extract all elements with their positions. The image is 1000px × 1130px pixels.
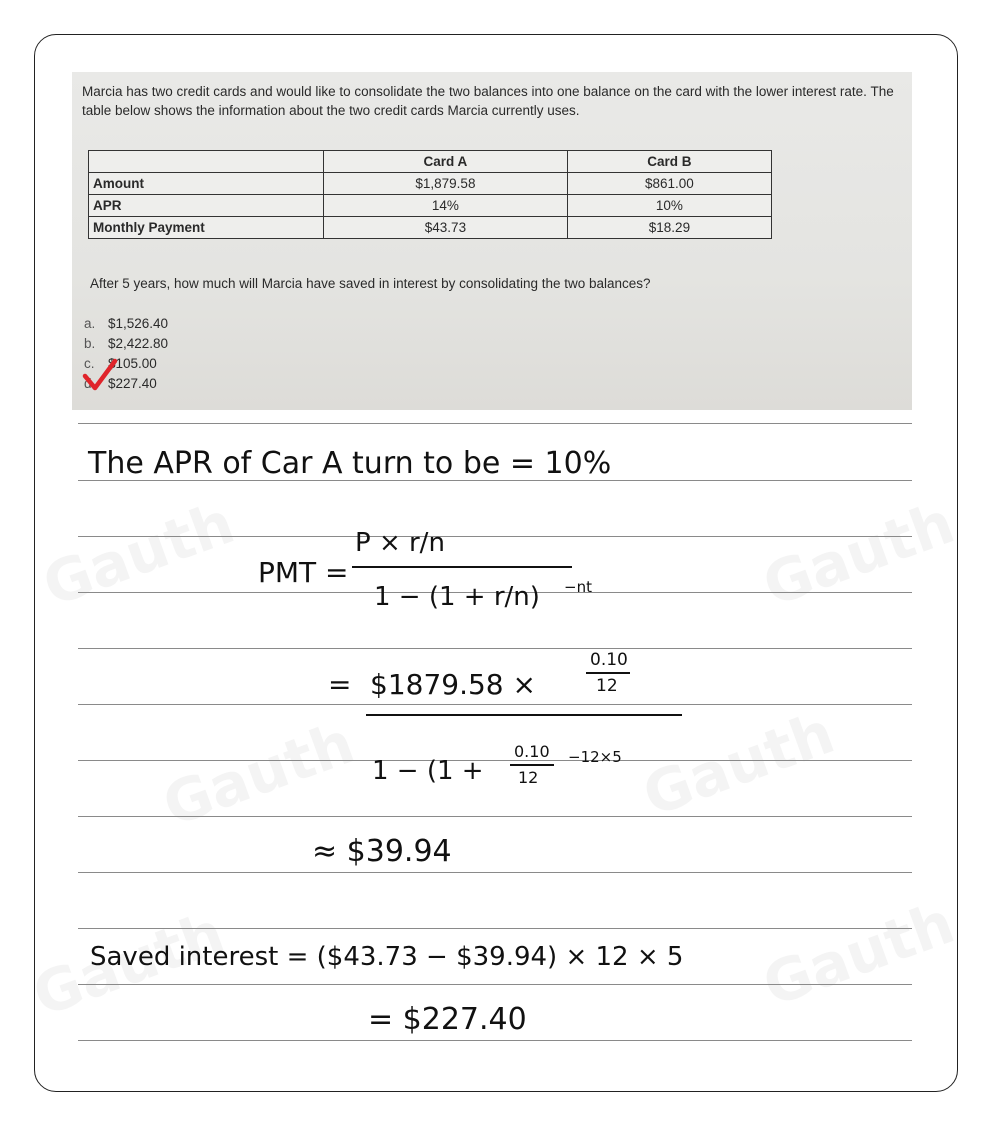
choice-text: $1,526.40 xyxy=(108,316,169,331)
substitution-exponent: −12×5 xyxy=(568,748,622,766)
rate-top: 0.10 xyxy=(590,650,628,670)
final-result: = $227.40 xyxy=(368,1002,527,1037)
table-cell: 10% xyxy=(567,195,771,217)
choice-letter: c. xyxy=(84,356,95,371)
question-photo xyxy=(72,72,912,410)
rule-line xyxy=(78,536,912,537)
table-cell: $18.29 xyxy=(567,217,771,239)
choice-text: $227.40 xyxy=(108,376,157,391)
rule-line xyxy=(78,928,912,929)
formula-exponent: −nt xyxy=(564,578,592,596)
table-row xyxy=(89,195,772,217)
saved-interest-line: Saved interest = ($43.73 − $39.94) × 12 × 5 xyxy=(90,942,684,972)
solution-line-apr: The APR of Car A turn to be = 10% xyxy=(88,446,612,481)
rule-line xyxy=(78,423,912,424)
rate-bar xyxy=(586,672,630,674)
formula-denominator: 1 − (1 + r/n) xyxy=(374,582,540,612)
rule-line xyxy=(78,816,912,817)
pmt-label: PMT = xyxy=(258,556,349,589)
den-rate-bottom: 12 xyxy=(518,768,539,787)
table-cell: $861.00 xyxy=(567,173,771,195)
rate-bottom: 12 xyxy=(596,676,618,696)
rule-line xyxy=(78,1040,912,1041)
table-header-cell xyxy=(89,151,324,173)
choice-letter: a. xyxy=(84,316,96,331)
checkmark-icon xyxy=(82,358,118,392)
rule-line xyxy=(78,704,912,705)
row-label: Monthly Payment xyxy=(89,217,324,239)
rule-line xyxy=(78,984,912,985)
table-header-cell: Card B xyxy=(567,151,771,173)
fraction-bar xyxy=(366,714,682,716)
table-header-cell: Card A xyxy=(324,151,568,173)
den-rate-bar xyxy=(510,764,554,766)
table-header-row xyxy=(89,151,772,173)
choice-b[interactable] xyxy=(84,334,168,354)
question-prompt: After 5 years, how much will Marcia have saved in interest by consolidating the two balances? xyxy=(90,276,651,291)
rule-line xyxy=(78,648,912,649)
rule-line xyxy=(78,872,912,873)
approx-result: ≈ $39.94 xyxy=(312,834,452,869)
choice-letter: d. xyxy=(84,376,96,391)
row-label: Amount xyxy=(89,173,324,195)
table-row xyxy=(89,217,772,239)
equals-sign: = xyxy=(328,668,352,701)
choice-text: $105.00 xyxy=(108,356,157,371)
rule-line xyxy=(78,760,912,761)
choice-letter: b. xyxy=(84,336,96,351)
choice-a[interactable] xyxy=(84,314,168,334)
table-row xyxy=(89,173,772,195)
fraction-bar xyxy=(352,566,572,568)
formula-numerator: P × r/n xyxy=(355,528,445,558)
den-rate-top: 0.10 xyxy=(514,742,550,761)
substitution-denominator: 1 − (1 + xyxy=(372,756,484,786)
row-label: APR xyxy=(89,195,324,217)
table-cell: $43.73 xyxy=(324,217,568,239)
substitution-numerator: $1879.58 × xyxy=(370,668,536,701)
question-text: Marcia has two credit cards and would like to consolidate the two balances into one balance on the card with the lower interest rate. The table below shows the information about the two credit cards Marcia currently uses. xyxy=(82,84,894,118)
card-table xyxy=(88,150,772,239)
table-cell: 14% xyxy=(324,195,568,217)
table-cell: $1,879.58 xyxy=(324,173,568,195)
choice-text: $2,422.80 xyxy=(108,336,169,351)
